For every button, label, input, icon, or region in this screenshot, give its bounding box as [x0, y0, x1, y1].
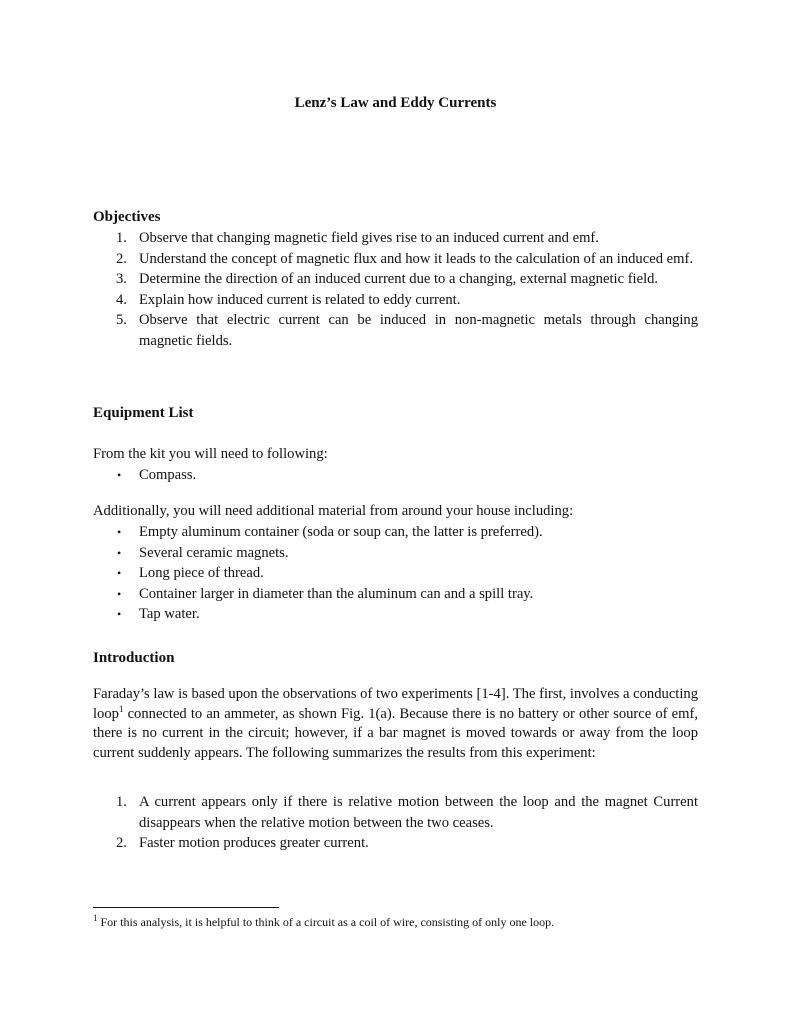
objectives-heading: Objectives [93, 209, 161, 225]
objectives-list [93, 228, 698, 351]
results-list [93, 792, 698, 854]
footnote-divider [93, 907, 279, 908]
bullet-icon: • [117, 586, 122, 601]
kit-intro: From the kit you will need to following: [93, 446, 328, 462]
objective-item: 1. Observe that changing magnetic field gives rise to an induced current and emf. [116, 230, 599, 246]
document-title: Lenz’s Law and Eddy Currents [294, 95, 497, 111]
objective-text: Explain how induced current is related to eddy current. [139, 291, 461, 308]
equipment-heading: Equipment List [93, 405, 194, 421]
objective-item: 4. Explain how induced current is related to eddy current. [116, 291, 461, 308]
footnote [93, 914, 698, 930]
objective-item: 3. Determine the direction of an induced current due to a changing, external magnetic field. [116, 271, 659, 287]
additional-item: • Container larger in diameter than the aluminum can and a spill tray. [93, 584, 698, 605]
bullet-icon: • [117, 468, 122, 482]
footnote-number: 1 [93, 913, 98, 923]
result-text: A current appears only if there is relative motion between the loop and the magnet Current disappears when the relative motion between the two ceases. [139, 794, 698, 831]
footnote-text: For this analysis, it is helpful to think of a circuit as a coil of wire, consisting of only one loop. [97, 915, 555, 929]
bullet-icon: • [117, 566, 122, 580]
objective-text: Determine the direction of an induced current due to a changing, external magnetic field. [139, 271, 659, 287]
result-text: Faster motion produces greater current. [139, 835, 369, 851]
introduction-heading: Introduction [93, 650, 175, 666]
objective-text: Observe that changing magnetic field gives rise to an induced current and emf. [139, 230, 599, 246]
bullet-icon: • [117, 525, 122, 539]
additional-item: • Empty aluminum container (soda or soup can, the latter is preferred). [93, 522, 698, 543]
objective-item: 5. Observe that electric current can be induced in non-magnetic metals through changing magnetic fields. [116, 312, 698, 349]
kit-list [93, 465, 698, 486]
additional-item: • Long piece of thread. [93, 563, 698, 584]
introduction-paragraph: Faraday’s law is based upon the observations of two experiments [1-4]. The first, involves a conducting loop$^1$ connected to an ammeter, as shown Fig. 1(a). Because there is no battery or other source of emf, there is no current in the circuit; however, if a bar magnet is moved towards or away from the loop current suddenly appears. The following summarizes the results from this experiment: [93, 686, 698, 761]
objective-text: Observe that electric current can be induced in non-magnetic metals through changing magnetic fields. [139, 312, 698, 349]
footnote-marker: 1 [118, 703, 124, 714]
result-item: 2. Faster motion produces greater current. [116, 835, 369, 851]
bullet-icon: • [117, 607, 122, 621]
additional-item: • Tap water. [93, 604, 698, 625]
additional-intro: Additionally, you will need additional material from around your house including: [93, 503, 574, 519]
objective-text: Understand the concept of magnetic flux and how it leads to the calculation of an induced emf. [139, 250, 693, 267]
kit-item: • Compass. [93, 465, 698, 486]
objective-item: 2. Understand the concept of magnetic flux and how it leads to the calculation of an induced emf. [116, 250, 693, 267]
additional-list [93, 522, 698, 625]
bullet-icon: • [117, 545, 122, 560]
additional-item: • Several ceramic magnets. [93, 543, 698, 564]
result-item: 1. A current appears only if there is relative motion between the loop and the magnet Current disappears when the relative motion between the two ceases. [116, 794, 698, 831]
